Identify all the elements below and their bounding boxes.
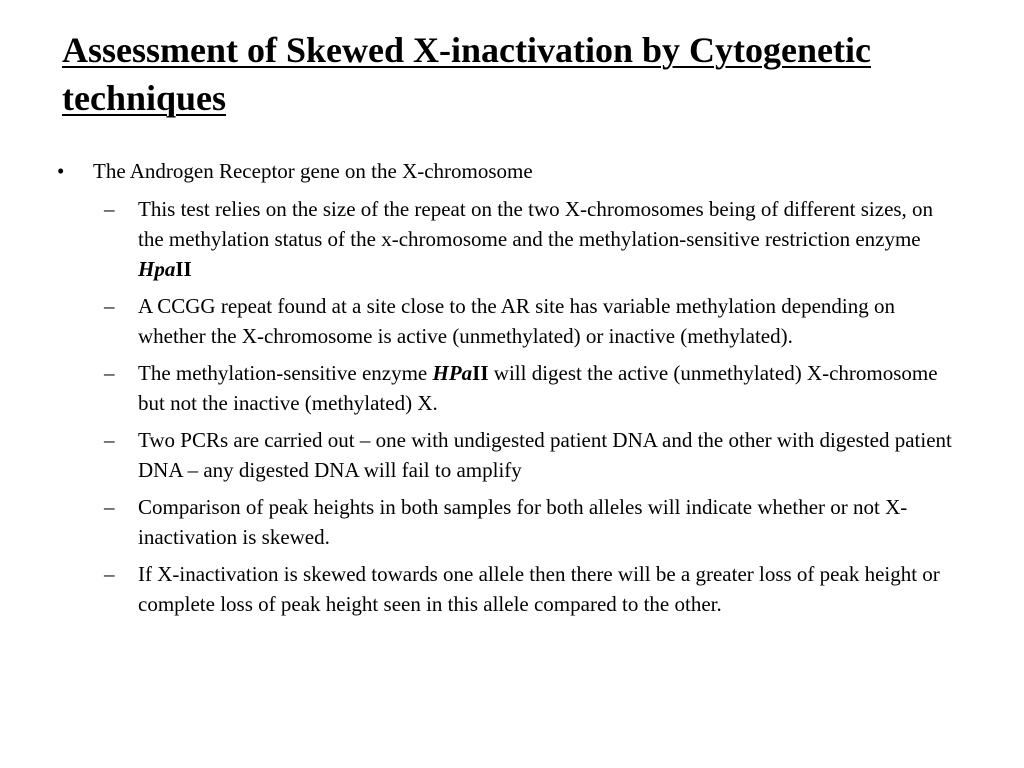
main-bullet-text: The Androgen Receptor gene on the X-chromosome — [93, 159, 533, 183]
dash-marker: – — [104, 428, 115, 452]
sub-bullet-6 — [0, 559, 1024, 619]
sub-bullet-container — [0, 194, 1024, 619]
dash-marker: – — [104, 361, 115, 385]
enzyme-name-italic: Hpa — [138, 257, 176, 281]
sub-bullet-5-text: Comparison of peak heights in both samples for both alleles will indicate whether or not X-inactivation is skewed. — [138, 495, 908, 549]
sub-bullet-6-text: If X-inactivation is skewed towards one allele then there will be a greater loss of peak height or complete loss of peak height seen in this allele compared to the other. — [138, 562, 940, 616]
sub-bullet-1-text: This test relies on the size of the repeat on the two X-chromosomes being of different sizes, on the methylation status of the x-chromosome and the methylation-sensitive restriction enzyme — [138, 197, 934, 251]
sub-bullet-3 — [0, 358, 1024, 418]
sub-bullet-5 — [0, 492, 1024, 552]
sub-bullet-list — [0, 194, 1024, 619]
dash-marker: – — [104, 495, 115, 519]
dash-marker: – — [104, 197, 115, 221]
sub-bullet-2 — [0, 291, 1024, 351]
bullet-marker: • — [57, 159, 65, 183]
sub-bullet-4-text: Two PCRs are carried out – one with undigested patient DNA and the other with digested patient DNA – any digested DNA will fail to amplify — [138, 428, 952, 482]
sub-bullet-3-text-before: The methylation-sensitive enzyme — [138, 361, 433, 385]
enzyme-name-italic: HPa — [432, 361, 473, 385]
dash-marker: – — [104, 562, 115, 586]
dash-marker: – — [104, 294, 115, 318]
enzyme-name-suffix: II — [175, 257, 192, 281]
main-bullet — [0, 156, 1024, 186]
sub-bullet-4 — [0, 425, 1024, 485]
sub-bullet-1 — [0, 194, 1024, 284]
bullet-list — [0, 156, 1024, 626]
slide-title: Assessment of Skewed X-inactivation by Cytogenetic techniques — [62, 30, 871, 118]
sub-bullet-2-text: A CCGG repeat found at a site close to the AR site has variable methylation depending on whether the X-chromosome is active (unmethylated) or inactive (methylated). — [138, 294, 895, 348]
sub-bullet-3-text-after: will digest the active (unmethylated) X-chromosome but not the inactive (methylated) X. — [138, 361, 938, 415]
enzyme-name-suffix: II — [472, 361, 489, 385]
